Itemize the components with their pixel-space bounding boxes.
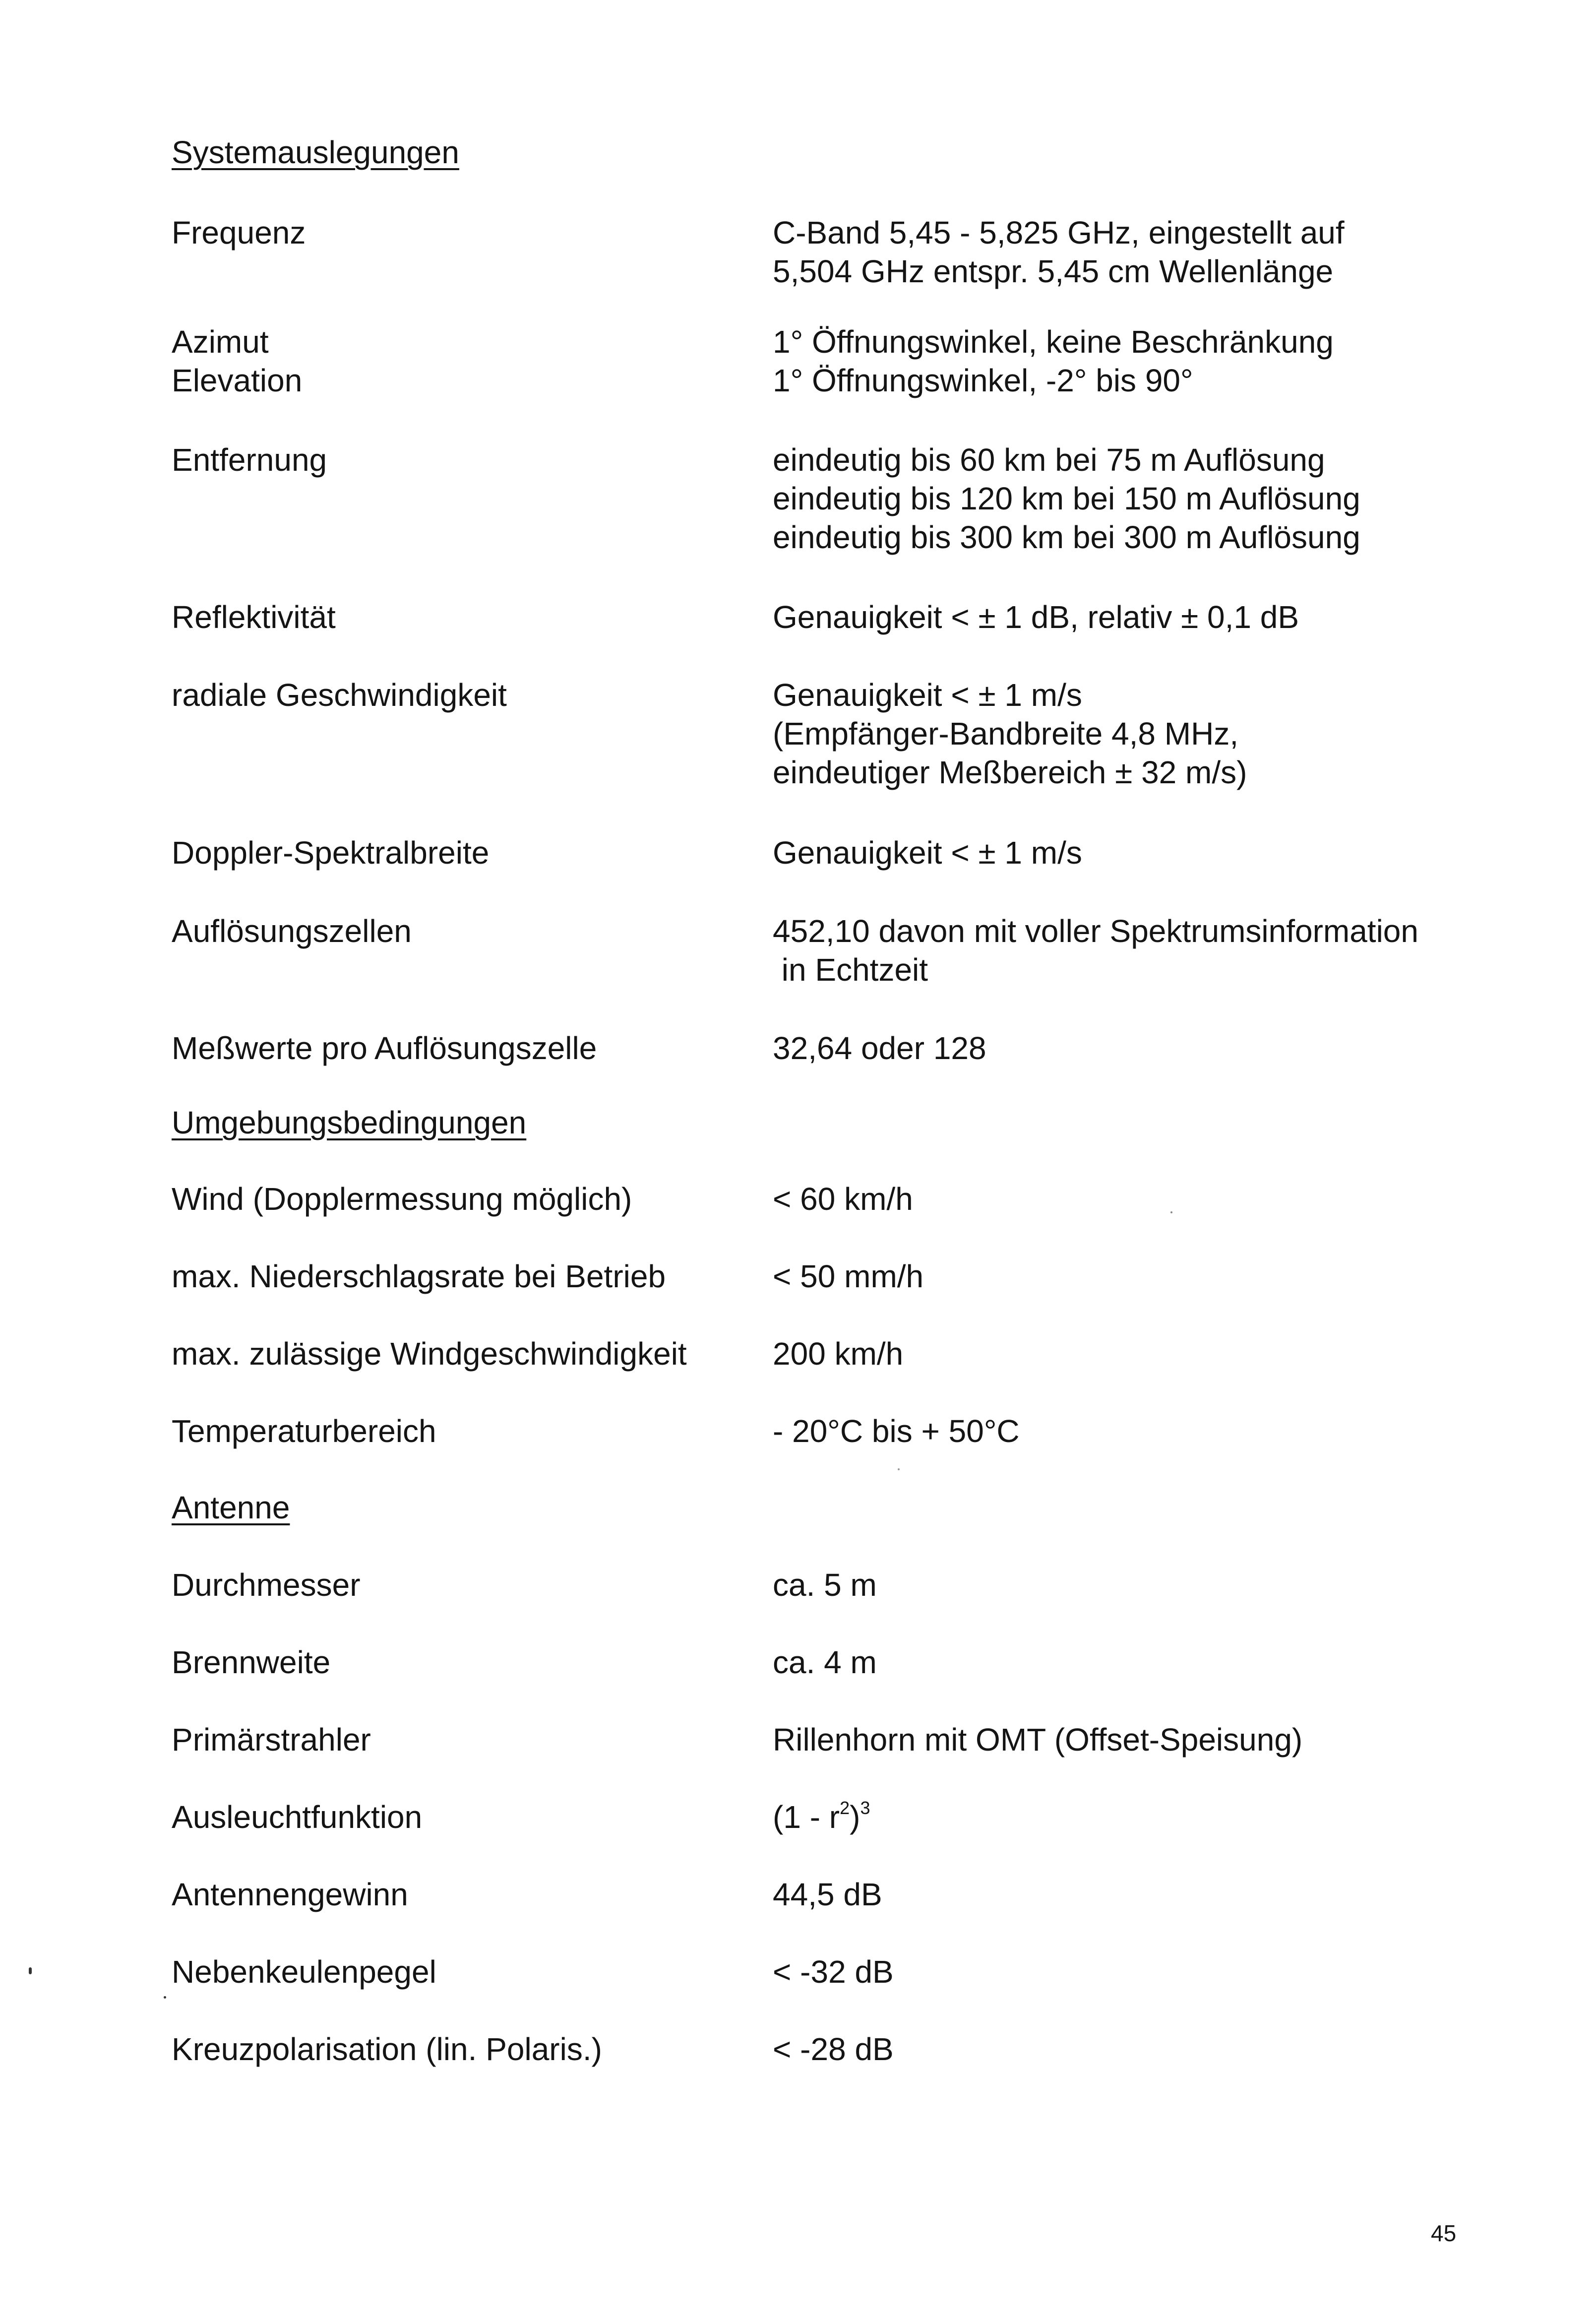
spec-label: radiale Geschwindigkeit bbox=[172, 677, 507, 713]
spec-label: max. zulässige Windgeschwindigkeit bbox=[172, 1336, 687, 1372]
spec-label: Auflösungszellen bbox=[172, 913, 412, 949]
spec-value: < -32 dB bbox=[773, 1954, 894, 1990]
spec-label: Primärstrahler bbox=[172, 1722, 371, 1758]
spec-value: 32,64 oder 128 bbox=[773, 1030, 986, 1066]
section-heading-environment: Umgebungsbedingungen bbox=[172, 1105, 527, 1140]
spec-label: Doppler-Spektralbreite bbox=[172, 835, 490, 871]
spec-value: 452,10 davon mit voller Spektrumsinformation in Echtzeit bbox=[773, 913, 1418, 988]
spec-value-formula: $(1 - r^2)^3$ bbox=[773, 1798, 870, 1835]
spec-value: - 20°C bis + 50°C bbox=[773, 1413, 1020, 1449]
spec-label: Meßwerte pro Auflösungszelle bbox=[172, 1030, 597, 1066]
spec-value: 1° Öffnungswinkel, keine Beschränkung 1° Öffnungswinkel, -2° bis 90° bbox=[773, 324, 1334, 398]
page-number: 45 bbox=[1431, 2220, 1457, 2246]
spec-label: Durchmesser bbox=[172, 1567, 361, 1603]
spec-value: 44,5 dB bbox=[773, 1877, 882, 1912]
spec-label: Azimut Elevation bbox=[172, 324, 303, 398]
spec-label: max. Niederschlagsrate bei Betrieb bbox=[172, 1258, 666, 1294]
spec-label: Wind (Dopplermessung möglich) bbox=[172, 1181, 632, 1217]
spec-value: ca. 5 m bbox=[773, 1567, 877, 1603]
spec-value: < 60 km/h bbox=[773, 1181, 913, 1217]
spec-label: Kreuzpolarisation (lin. Polaris.) bbox=[172, 2031, 602, 2067]
spec-label: Brennweite bbox=[172, 1644, 331, 1680]
spec-value: Genauigkeit < ± 1 m/s (Empfänger-Bandbreite 4,8 MHz, eindeutiger Meßbereich ± 32 m/s) bbox=[773, 677, 1247, 790]
spec-label: Entfernung bbox=[172, 442, 327, 478]
spec-label: Reflektivität bbox=[172, 599, 336, 635]
spec-label: Antennengewinn bbox=[172, 1877, 408, 1912]
spec-label: Ausleuchtfunktion bbox=[172, 1799, 423, 1835]
spec-label: Temperaturbereich bbox=[172, 1413, 436, 1449]
scan-speck bbox=[1170, 1211, 1172, 1213]
scan-speck bbox=[29, 1967, 32, 1974]
scan-speck bbox=[898, 1468, 900, 1470]
spec-value: C-Band 5,45 - 5,825 GHz, eingestellt auf 5,504 GHz entspr. 5,45 cm Wellenlänge bbox=[773, 215, 1345, 289]
spec-value: Genauigkeit < ± 1 dB, relativ ± 0,1 dB bbox=[773, 599, 1299, 635]
spec-value: eindeutig bis 60 km bei 75 m Auflösung eindeutig bis 120 km bei 150 m Auflösung eindeutig bis 300 km bei 300 m Auflösung bbox=[773, 442, 1360, 555]
section-heading-antenna: Antenne bbox=[172, 1490, 290, 1525]
spec-value: Genauigkeit < ± 1 m/s bbox=[773, 835, 1082, 871]
spec-value: < 50 mm/h bbox=[773, 1258, 924, 1294]
spec-label: Frequenz bbox=[172, 215, 306, 251]
scan-speck bbox=[164, 1996, 166, 1999]
spec-label: Nebenkeulenpegel bbox=[172, 1954, 436, 1990]
section-heading-system: Systemauslegungen bbox=[172, 134, 459, 170]
spec-value: 200 km/h bbox=[773, 1336, 904, 1372]
spec-value: < -28 dB bbox=[773, 2031, 894, 2067]
spec-value: Rillenhorn mit OMT (Offset-Speisung) bbox=[773, 1722, 1303, 1758]
spec-value: ca. 4 m bbox=[773, 1644, 877, 1680]
